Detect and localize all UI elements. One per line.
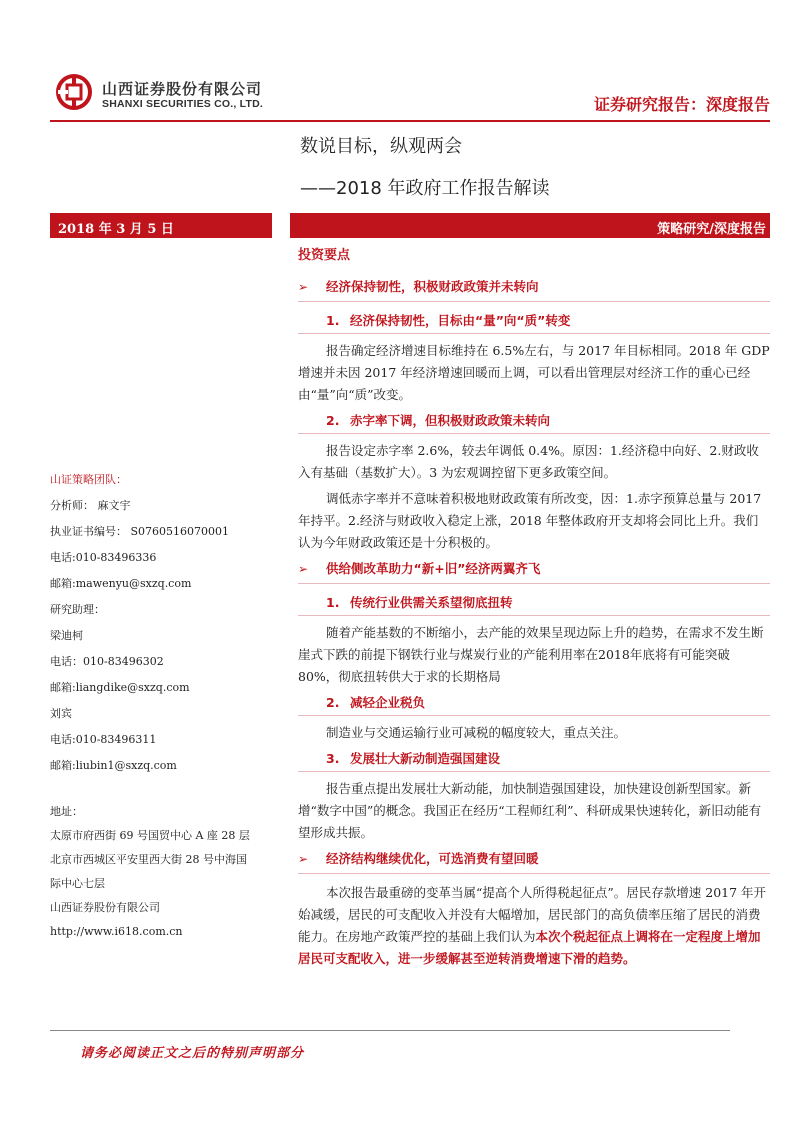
paragraph: 随着产能基数的不断缩小，去产能的效果呈现边际上升的趋势，在需求不发生断崖式下跌的前提下钢铁行业与煤炭行业的产能利用率在2018年底将有可能突破 80%，彻底扭转供大于求的长期格局	[298, 625, 764, 684]
website-link[interactable]: http://www.i618.com.cn	[50, 925, 183, 938]
bullet-heading: ➢ 经济结构继续优化，可选消费有望回暖	[298, 848, 770, 874]
sub-heading: 2. 减轻企业税负	[298, 692, 770, 716]
assistant-label: 研究助理：	[50, 603, 105, 616]
header-divider	[50, 120, 770, 122]
page-title: 数说目标，纵观两会	[300, 136, 462, 157]
address-line: 北京市西城区平安里西大街 28 号中海国	[50, 853, 247, 866]
address-block	[50, 804, 280, 948]
assistant2-email[interactable]: 邮箱:liubin1@sxzq.com	[50, 759, 177, 772]
paragraph: 报告确定经济增速目标维持在 6.5%左右，与 2017 年目标相同。2018 年 GDP 增速并未因 2017 年经济增速回暖而上调，可以看出管理层对经济工作的重心已经由“量”向“质”改变。	[298, 343, 770, 402]
paragraph: 调低赤字率并不意味着积极地财政政策有所改变，因：1.赤字预算总量与 2017 年持平。2.经济与财政收入稳定上涨，2018 年整体政府开支却将会同比上升。我们认为今年财政政策还是十分积极的。	[298, 491, 762, 550]
bullet-heading: ➢ 经济保持韧性，积极财政政策并未转向	[298, 276, 770, 302]
paragraph: 制造业与交通运输行业可减税的幅度较大，重点关注。	[326, 725, 627, 740]
address-line: 太原市府西街 69 号国贸中心 A 座 28 层	[50, 829, 250, 842]
paragraph: 本次报告最重磅的变革当属“提高个人所得税起征点”。居民存款增速 2017 年开始减缓，居民的可支配收入并没有大幅增加，居民部门的高负债率压缩了居民的消费能力。在房地产政策严控的基础上我们认为本次个税起征点上调将在一定程度上增加居民可支配收入，进一步缓解甚至逆转消费增速下滑的趋势。	[298, 885, 767, 966]
company-name: 山西证券股份有限公司	[50, 901, 160, 914]
main-content	[298, 246, 770, 974]
page-header	[50, 74, 770, 120]
arrow-bullet-icon: ➢	[298, 852, 309, 866]
license-number: 执业证书编号： S0760516070001	[50, 525, 230, 538]
disclaimer-note: 请务必阅读正文之后的特别声明部分	[80, 1046, 305, 1061]
address-line: 际中心七层	[50, 877, 105, 890]
address-label: 地址：	[50, 805, 83, 818]
footer-divider	[50, 1030, 730, 1031]
team-label: 山证策略团队：	[50, 473, 127, 486]
analyst-phone: 电话:010-83496336	[50, 551, 157, 564]
assistant2-name: 刘宾	[50, 707, 72, 720]
analyst-name: 分析师： 麻文宇	[50, 499, 131, 512]
company-name-en: SHANXI SECURITIES CO., LTD.	[102, 98, 263, 110]
page-subtitle: ——2018 年政府工作报告解读	[300, 178, 550, 199]
date-bar: 2018 年 3 月 5 日	[50, 213, 272, 238]
highlighted-text: 本次个税起征点上调将在一定程度上增加居民可支配收入，进一步缓解甚至逆转消费增速下滑的趋势。	[298, 929, 761, 966]
report-type: 证券研究报告：深度报告	[593, 95, 770, 114]
arrow-bullet-icon: ➢	[298, 280, 309, 294]
assistant2-phone: 电话:010-83496311	[50, 733, 157, 746]
contact-sidebar	[50, 472, 280, 948]
section-heading: 投资要点	[298, 248, 351, 263]
sub-heading: 1. 传统行业供需关系望彻底扭转	[298, 592, 770, 616]
category-bar: 策略研究/深度报告	[290, 213, 770, 238]
company-logo-icon	[56, 74, 92, 110]
bullet-heading: ➢ 供给侧改革助力“新+旧”经济两翼齐飞	[298, 558, 770, 584]
assistant1-email[interactable]: 邮箱:liangdike@sxzq.com	[50, 681, 190, 694]
sub-heading: 2. 赤字率下调，但积极财政政策未转向	[298, 410, 770, 434]
company-name-cn: 山西证券股份有限公司	[102, 80, 263, 98]
arrow-bullet-icon: ➢	[298, 562, 309, 576]
assistant1-phone: 电话：010-83496302	[50, 655, 164, 668]
assistant1-name: 梁迪柯	[50, 629, 83, 642]
paragraph: 报告重点提出发展壮大新动能，加快制造强国建设，加快建设创新型国家。新增“数字中国”的概念。我国正在经历“工程师红利”、科研成果快速转化，新旧动能有望形成共振。	[298, 781, 762, 840]
sub-heading: 3. 发展壮大新动制造强国建设	[298, 748, 770, 772]
analyst-email[interactable]: 邮箱:mawenyu@sxzq.com	[50, 577, 192, 590]
sub-heading: 1. 经济保持韧性，目标由“量”向“质”转变	[298, 310, 770, 334]
paragraph: 报告设定赤字率 2.6%，较去年调低 0.4%。原因：1.经济稳中向好、2.财政收入有基础（基数扩大）。3 为宏观调控留下更多政策空间。	[298, 443, 759, 480]
